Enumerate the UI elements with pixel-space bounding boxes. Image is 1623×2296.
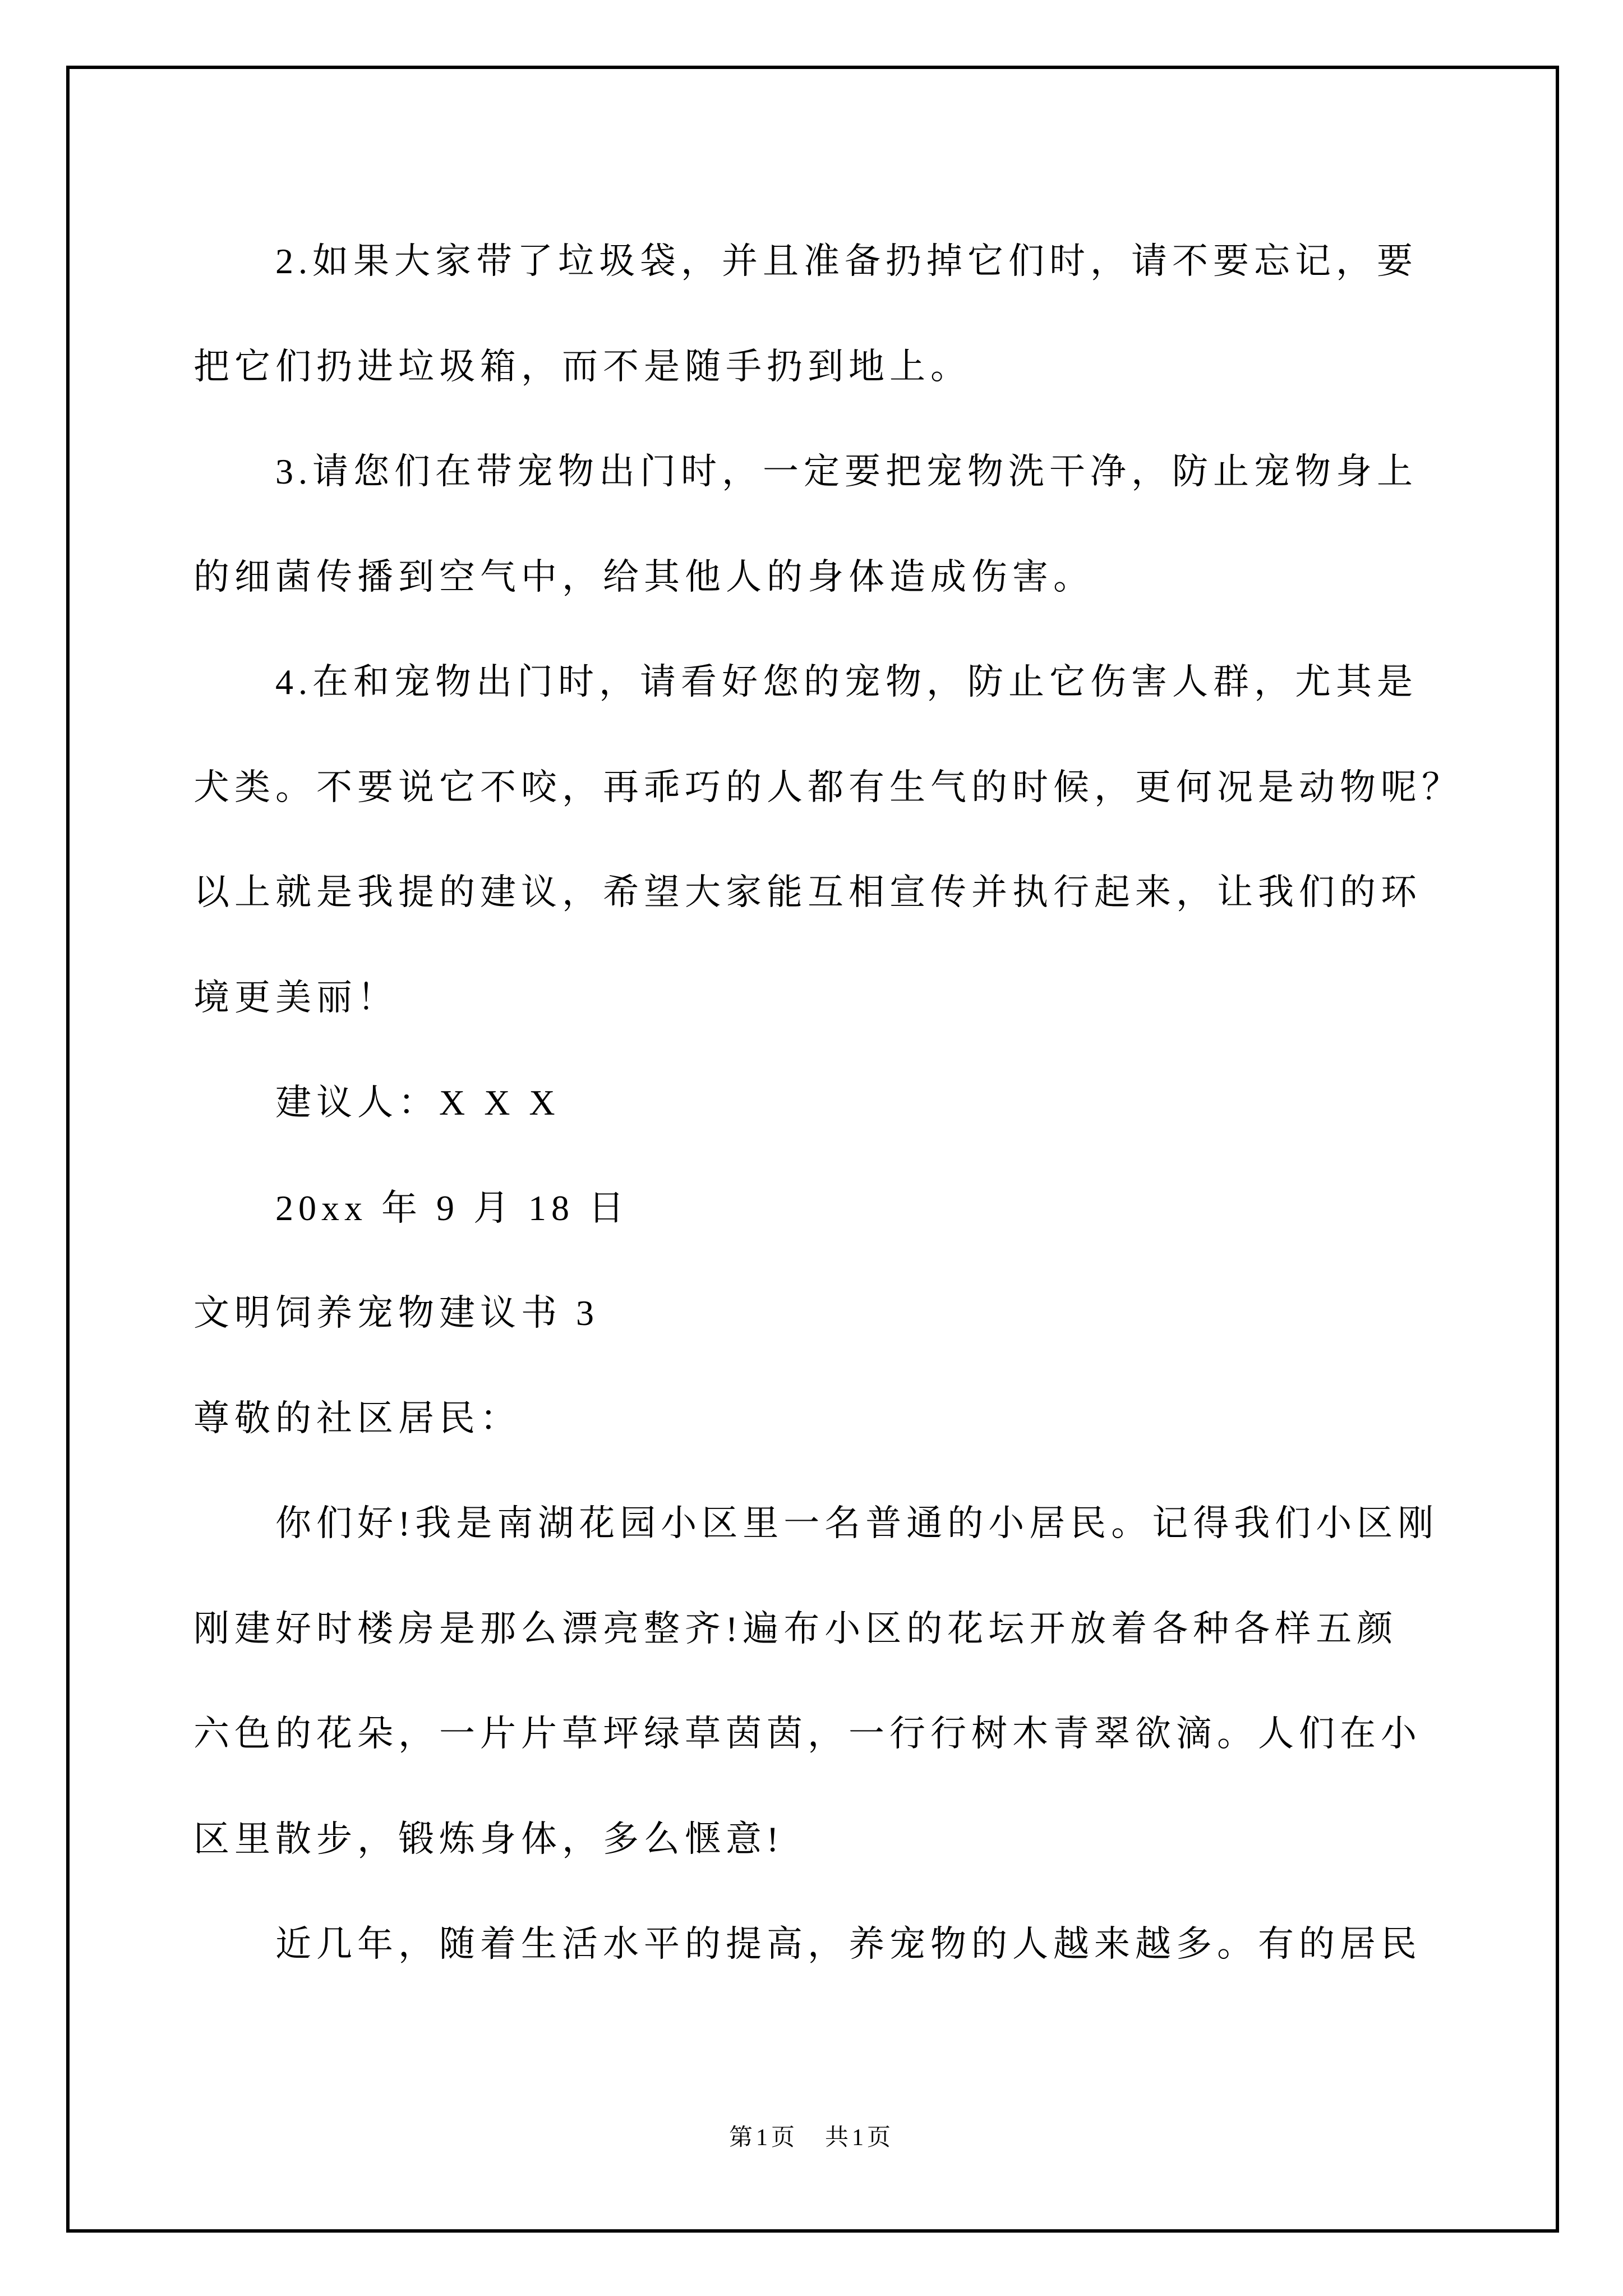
text-line: 区里散步，锻炼身体，多么惬意! [193,1819,784,1859]
text-line: 2.如果大家带了垃圾袋，并且准备扔掉它们时，请不要忘记，要 [275,241,1418,281]
text-line: 犬类。不要说它不咬，再乖巧的人都有生气的时候，更何况是动物呢？ [193,767,1463,807]
text-line: 近几年，随着生活水平的提高，养宠物的人越来越多。有的居民 [275,1924,1422,1964]
text-line: 尊敬的社区居民： [193,1398,521,1438]
text-line: 你们好!我是南湖花园小区里一名普通的小居民。记得我们小区刚 [275,1503,1439,1543]
text-line: 建议人：X X X [275,1083,560,1122]
page-footer [0,2125,1623,2151]
text-line: 20xx 年 9 月 18 日 [275,1188,629,1228]
text-line: 把它们扔进垃圾箱，而不是随手扔到地上。 [193,346,971,386]
page-number: 第1页 共1页 [728,2125,894,2151]
text-line: 境更美丽！ [193,977,398,1018]
text-line: 刚建好时楼房是那么漂亮整齐!遍布小区的花坛开放着各种各样五颜 [193,1608,1398,1649]
text-line: 3.请您们在带宠物出门时，一定要把宠物洗干净，防止宠物身上 [275,452,1418,491]
document-body [193,209,1463,1997]
text-line: 4.在和宠物出门时，请看好您的宠物，防止它伤害人群，尤其是 [275,662,1418,702]
text-line: 的细菌传播到空气中，给其他人的身体造成伤害。 [193,556,1094,597]
text-line: 六色的花朵，一片片草坪绿草茵茵，一行行树木青翠欲滴。人们在小 [193,1714,1422,1754]
text-line: 以上就是我提的建议，希望大家能互相宣传并执行起来，让我们的环 [193,872,1422,912]
text-line: 文明饲养宠物建议书 3 [193,1293,599,1333]
